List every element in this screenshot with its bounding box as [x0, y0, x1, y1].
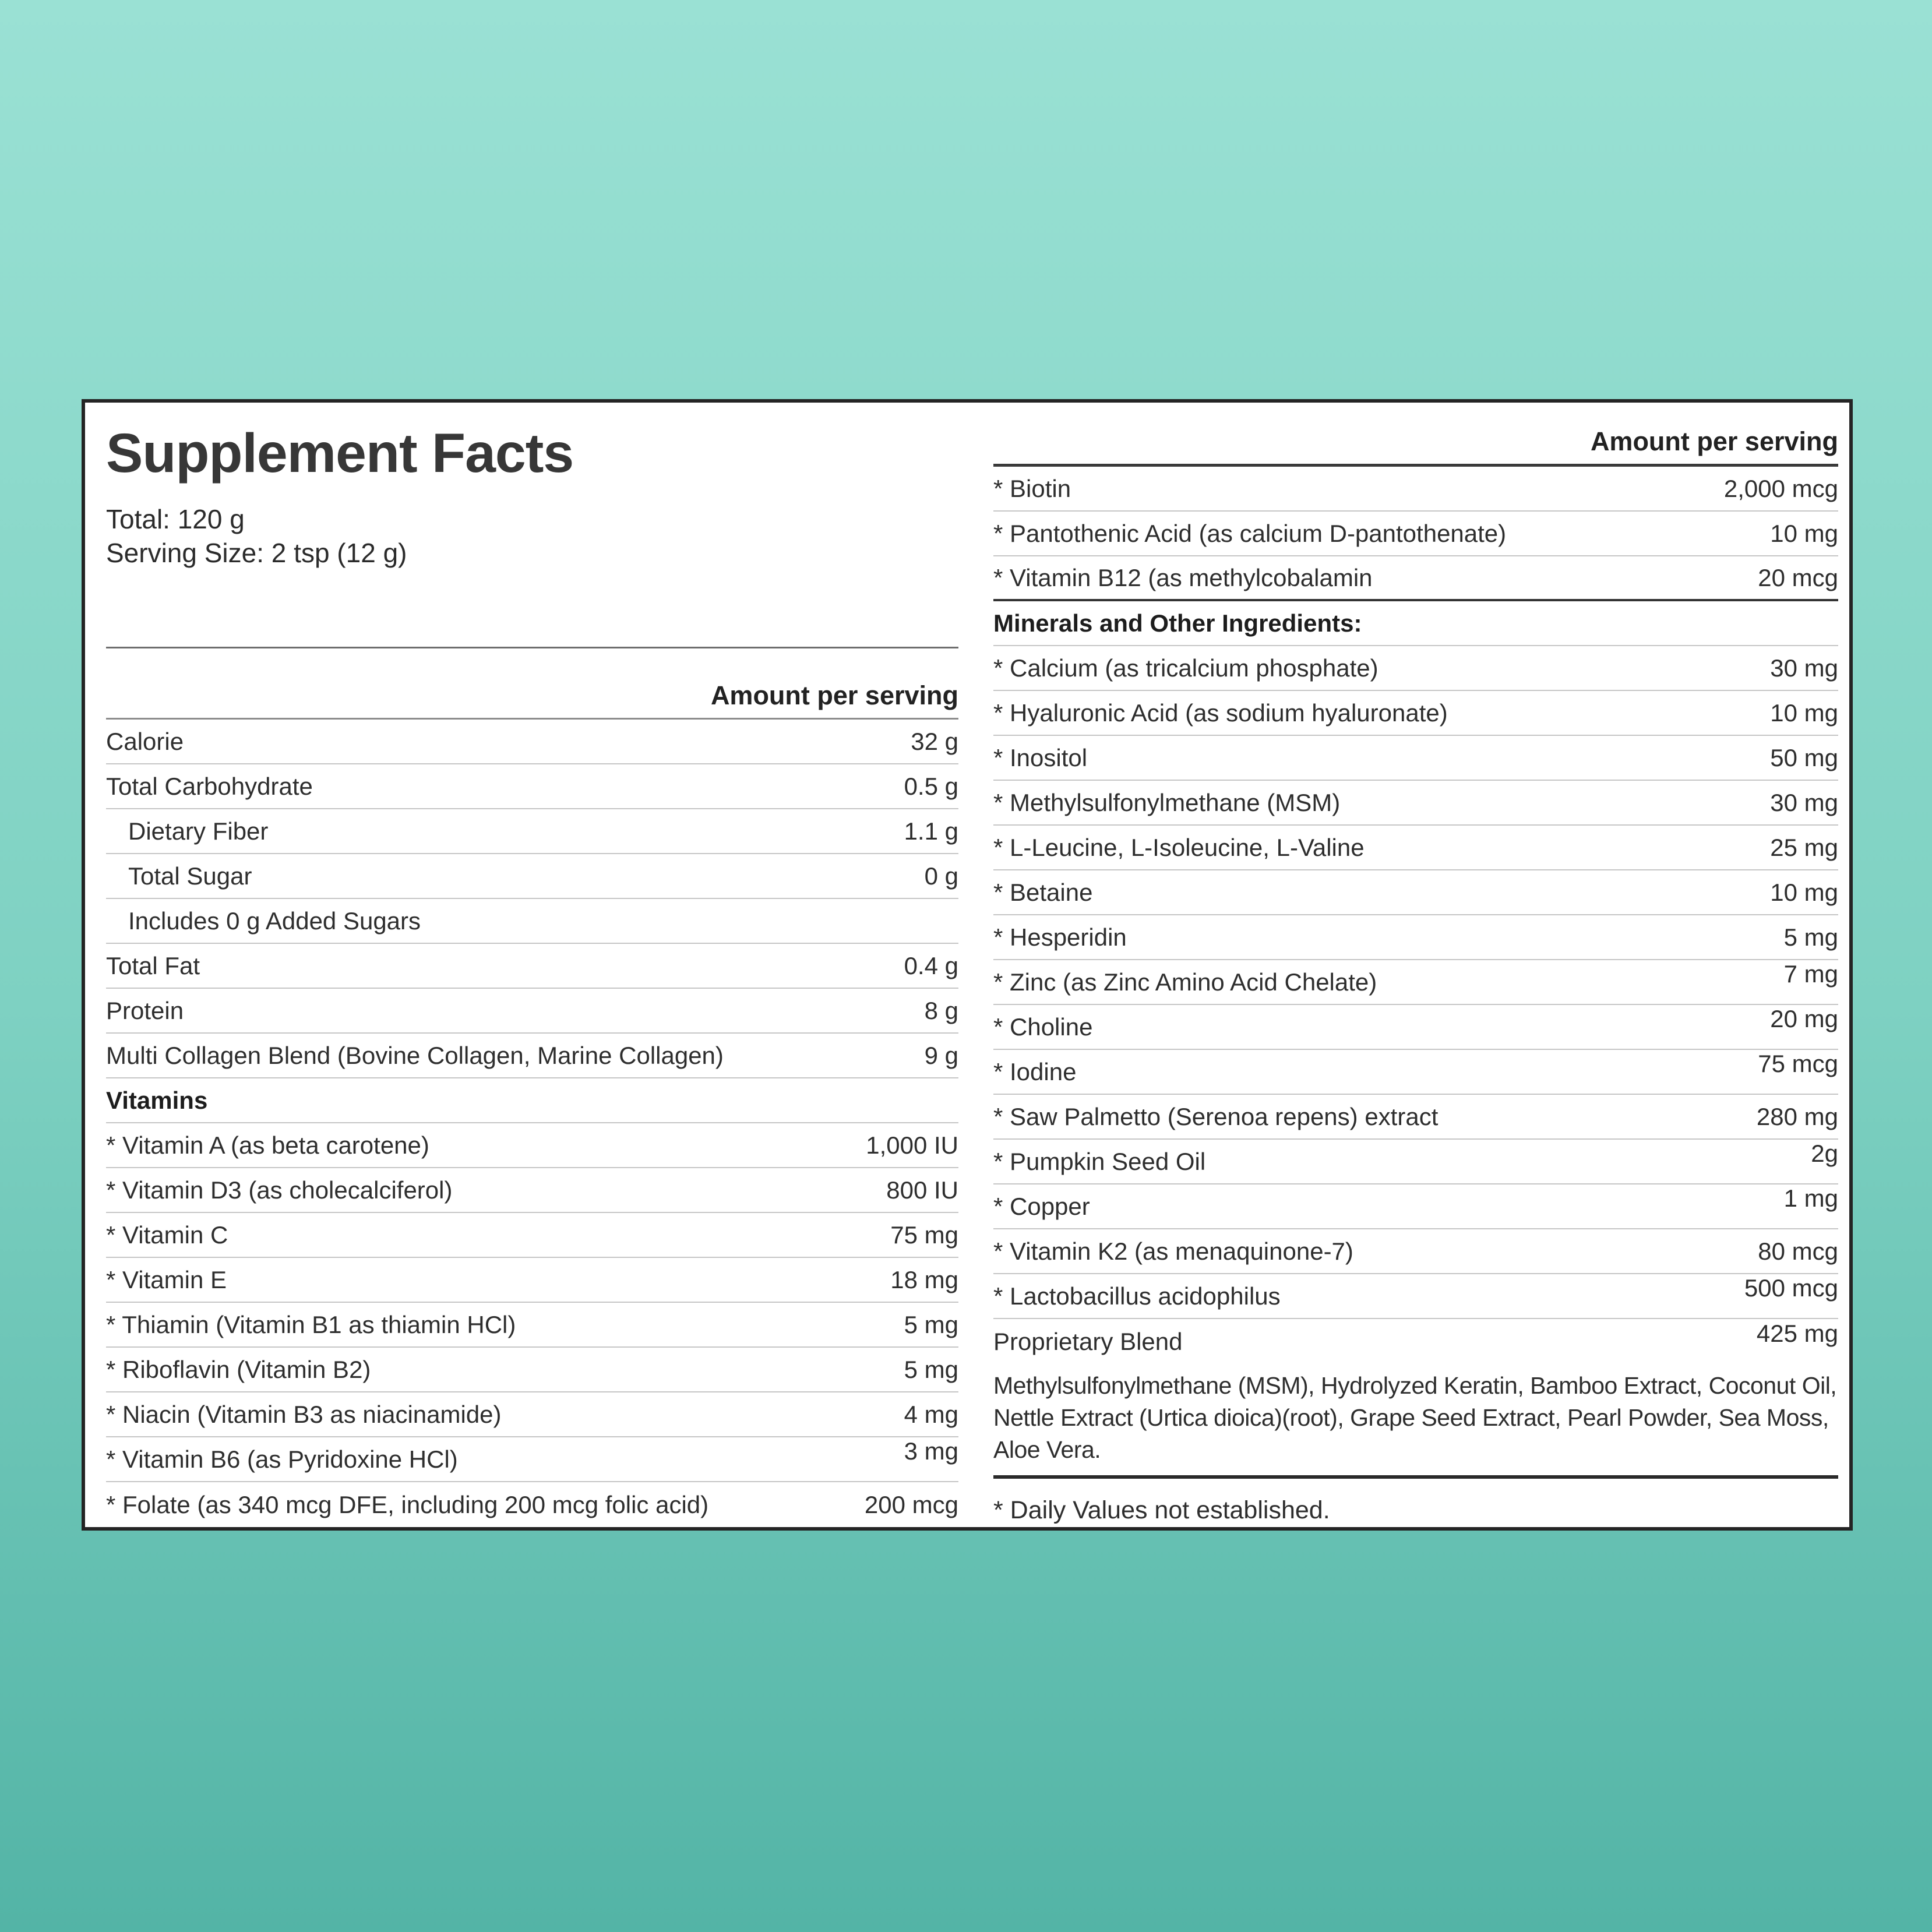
table-row — [993, 960, 1838, 1005]
table-row — [106, 1303, 958, 1348]
row-value: 20 mcg — [1758, 563, 1838, 591]
table-row — [106, 1392, 958, 1437]
table-row — [106, 720, 958, 764]
row-label: Proprietary Blend — [993, 1327, 1183, 1355]
table-row — [106, 809, 958, 854]
table-row — [993, 781, 1838, 826]
left-column — [106, 403, 958, 1527]
row-label: * Hesperidin — [993, 923, 1127, 951]
row-value: 9 g — [924, 1041, 958, 1069]
row-label: Total Sugar — [128, 862, 252, 890]
table-row — [993, 467, 1838, 512]
row-label: * Lactobacillus acidophilus — [993, 1282, 1281, 1310]
table-row — [993, 691, 1838, 736]
row-label: Total Fat — [106, 951, 200, 979]
row-value: 2g — [1811, 1139, 1838, 1167]
row-label: * Hyaluronic Acid (as sodium hyaluronate) — [993, 699, 1448, 727]
right-column — [993, 403, 1838, 1527]
table-row — [993, 1184, 1838, 1229]
table-row — [993, 826, 1838, 870]
row-value: 75 mcg — [1758, 1049, 1838, 1077]
row-value: 0.4 g — [904, 951, 958, 979]
row-value: 10 mg — [1770, 878, 1838, 906]
table-row — [993, 1229, 1838, 1274]
row-label: Dietary Fiber — [128, 817, 269, 845]
row-label: * Biotin — [993, 474, 1071, 502]
row-value: 30 mg — [1770, 788, 1838, 816]
row-label: * Riboflavin (Vitamin B2) — [106, 1355, 371, 1383]
table-row — [106, 1034, 958, 1078]
row-label: * Pantothenic Acid (as calcium D-pantothenate) — [993, 519, 1507, 547]
row-label: * Thiamin (Vitamin B1 as thiamin HCl) — [106, 1310, 516, 1338]
row-label: Total Carbohydrate — [106, 772, 313, 800]
row-value: 0 g — [924, 862, 958, 890]
row-value: 425 mg — [1756, 1319, 1838, 1347]
table-row — [106, 989, 958, 1034]
row-value: 5 mg — [1783, 923, 1838, 951]
row-label: * Calcium (as tricalcium phosphate) — [993, 654, 1379, 682]
row-value: 10 mg — [1770, 519, 1838, 547]
row-label: * Niacin (Vitamin B3 as niacinamide) — [106, 1400, 502, 1428]
table-row — [106, 764, 958, 809]
row-value: 0.5 g — [904, 772, 958, 800]
row-label: Protein — [106, 996, 184, 1024]
row-label: * Vitamin E — [106, 1265, 227, 1293]
row-label: * Iodine — [993, 1057, 1077, 1085]
row-value: 800 IU — [886, 1176, 958, 1204]
row-value: 500 mcg — [1744, 1274, 1838, 1302]
right-amount-per-serving-header: Amount per serving — [993, 403, 1838, 467]
row-value: 50 mg — [1770, 743, 1838, 771]
row-label: * Vitamin D3 (as cholecalciferol) — [106, 1176, 453, 1204]
row-label: * Choline — [993, 1013, 1093, 1041]
row-value: 30 mg — [1770, 654, 1838, 682]
footnote-divider — [993, 1475, 1838, 1479]
table-row — [106, 1123, 958, 1168]
left-rows-table — [106, 720, 958, 1527]
table-row — [993, 1140, 1838, 1184]
table-row — [993, 646, 1838, 691]
left-amount-per-serving-header: Amount per serving — [106, 648, 958, 720]
table-row — [106, 1437, 958, 1482]
total-line: Total: 120 g — [106, 504, 245, 534]
table-row — [993, 736, 1838, 781]
row-label: * Vitamin C — [106, 1221, 228, 1249]
row-value: 3 mg — [904, 1437, 958, 1465]
table-row — [106, 1482, 958, 1527]
table-row — [106, 1213, 958, 1258]
row-value: 1 mg — [1783, 1184, 1838, 1212]
row-label: * Betaine — [993, 878, 1093, 906]
table-row — [993, 870, 1838, 915]
row-value: 1.1 g — [904, 817, 958, 845]
table-row — [993, 915, 1838, 960]
row-value: 25 mg — [1770, 833, 1838, 861]
row-label: Minerals and Other Ingredients: — [993, 609, 1362, 637]
right-rows-table — [993, 467, 1838, 1364]
row-value: 200 mcg — [864, 1490, 958, 1518]
row-label: * Pumpkin Seed Oil — [993, 1147, 1206, 1175]
row-value: 8 g — [924, 996, 958, 1024]
table-row — [106, 1348, 958, 1392]
row-label: Includes 0 g Added Sugars — [128, 907, 421, 935]
table-row — [993, 1005, 1838, 1050]
row-label: Calorie — [106, 727, 184, 755]
row-value: 18 mg — [890, 1265, 958, 1293]
table-row — [993, 556, 1838, 601]
table-row — [106, 1078, 958, 1123]
table-row — [993, 1274, 1838, 1319]
row-value: 80 mcg — [1758, 1237, 1838, 1265]
table-row — [106, 854, 958, 899]
panel-title: Supplement Facts — [106, 422, 574, 484]
row-value: 2,000 mcg — [1723, 474, 1838, 502]
row-label: * Vitamin B12 (as methylcobalamin — [993, 563, 1373, 591]
row-label: * Vitamin K2 (as menaquinone-7) — [993, 1237, 1353, 1265]
row-label: * L-Leucine, L-Isoleucine, L-Valine — [993, 833, 1365, 861]
table-row — [106, 899, 958, 944]
table-row — [993, 1095, 1838, 1140]
row-value: 5 mg — [904, 1310, 958, 1338]
table-row — [993, 601, 1838, 646]
row-label: * Methylsulfonylmethane (MSM) — [993, 788, 1341, 816]
daily-values-footnote: * Daily Values not established. — [993, 1496, 1330, 1524]
row-label: * Saw Palmetto (Serenoa repens) extract — [993, 1102, 1439, 1130]
table-row — [106, 944, 958, 989]
serving-info — [106, 502, 958, 570]
row-label: * Vitamin B6 (as Pyridoxine HCl) — [106, 1445, 458, 1473]
table-row — [993, 1319, 1838, 1364]
row-label: * Vitamin A (as beta carotene) — [106, 1131, 429, 1159]
supplement-facts-panel — [82, 399, 1853, 1531]
row-value: 5 mg — [904, 1355, 958, 1383]
row-value: 7 mg — [1783, 960, 1838, 988]
row-value: 20 mg — [1770, 1004, 1838, 1032]
table-row — [993, 512, 1838, 556]
row-value: 280 mg — [1756, 1102, 1838, 1130]
row-value: 1,000 IU — [866, 1131, 958, 1159]
table-row — [106, 1168, 958, 1213]
table-row — [106, 1258, 958, 1303]
row-value: 75 mg — [890, 1221, 958, 1249]
row-label: * Inositol — [993, 743, 1088, 771]
row-value: 32 g — [911, 727, 958, 755]
row-value: 10 mg — [1770, 699, 1838, 727]
row-label: * Copper — [993, 1192, 1090, 1220]
row-label: * Folate (as 340 mcg DFE, including 200 mcg folic acid) — [106, 1490, 709, 1518]
table-row — [993, 1050, 1838, 1095]
row-value: 4 mg — [904, 1400, 958, 1428]
row-label: Vitamins — [106, 1086, 208, 1114]
row-label: * Zinc (as Zinc Amino Acid Chelate) — [993, 968, 1377, 996]
row-label: Multi Collagen Blend (Bovine Collagen, Marine Collagen) — [106, 1041, 724, 1069]
serving-size-line: Serving Size: 2 tsp (12 g) — [106, 538, 407, 568]
proprietary-blend-description: Methylsulfonylmethane (MSM), Hydrolyzed Keratin, Bamboo Extract, Coconut Oil, Nettle Extract (Urtica dioica)(root), Grape Seed Extract, Pearl Powder, Sea Moss, Aloe Vera. — [993, 1372, 1837, 1463]
